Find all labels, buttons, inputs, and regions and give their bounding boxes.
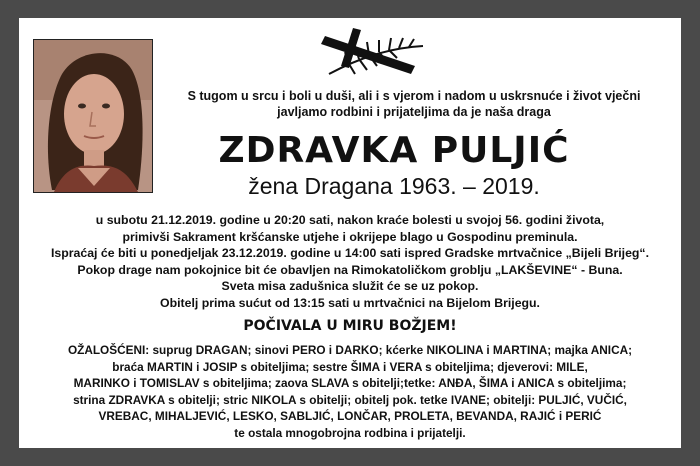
- intro-line: S tugom u srcu i boli u duši, ali i s vjerom i nadom u uskrsnuće i život vječni: [187, 89, 641, 103]
- body-line: Obitelj prima sućut od 13:15 sati u mrtvačnici na Bijelom Brijegu.: [160, 295, 540, 310]
- cross-with-palm-icon: [319, 28, 425, 78]
- intro-line: javljamo rodbini i prijateljima da je naša draga: [277, 105, 551, 119]
- body-line: Ispraćaj će biti u ponedjeljak 23.12.2019. godine u 14:00 sati ispred Gradske mrtvačnice „Bijeli Brijeg“.: [50, 246, 649, 261]
- mourner-line: strina ZDRAVKA s obitelji; stric NIKOLA s obitelji; obitelj pok. tetke IVANE; obitelji: PULJIĆ, VUČIĆ,: [73, 392, 627, 407]
- mourner-line: VREBAC, MIHALJEVIĆ, LESKO, SABLJIĆ, LONČAR, PROLETA, BEVANDA, RAJIĆ i PERIĆ: [98, 409, 602, 424]
- deceased-subtitle: žena Dragana 1963. – 2019.: [248, 173, 540, 199]
- obituary-card: [19, 18, 681, 448]
- mourner-line: MARINKO i TOMISLAV s obiteljima; zaova SLAVA s obitelji;tetke: ANĐA, ŠIMA i ANICA s obiteljima;: [73, 376, 627, 391]
- body-line: primivši Sakrament kršćanske utjehe i okrijepe blago u Gospodinu preminula.: [122, 229, 578, 244]
- notice-body: [39, 212, 661, 312]
- mourner-line: te ostala mnogobrojna rodbina i prijatelji.: [234, 425, 466, 440]
- body-line: Pokop drage nam pokojnice bit će obavljen na Rimokatoličkom groblju „LAKŠEVINE“ - Buna.: [77, 262, 623, 277]
- portrait-photo: [33, 39, 153, 193]
- mourner-line: OŽALOŠĆENI: suprug DRAGAN; sinovi PERO i DARKO; kćerke NIKOLINA i MARTINA; majka ANICA;: [67, 343, 633, 357]
- rip-heading: POČIVALA U MIRU BOŽJEM!: [243, 318, 457, 334]
- mourners-list: [33, 342, 667, 442]
- intro-text: [149, 88, 679, 120]
- portrait-image: [34, 40, 152, 192]
- mourner-line: braća MARTIN i JOSIP s obiteljima; sestre ŠIMA i VERA s obiteljima; djeverovi: MILE,: [112, 359, 588, 374]
- deceased-name: ZDRAVKA PULJIĆ: [218, 130, 570, 171]
- body-line: Sveta misa zadušnica služit će se uz pokop.: [221, 279, 479, 294]
- body-line: u subotu 21.12.2019. godine u 20:20 sati, nakon kraće bolesti u svojoj 56. godini života,: [95, 213, 605, 227]
